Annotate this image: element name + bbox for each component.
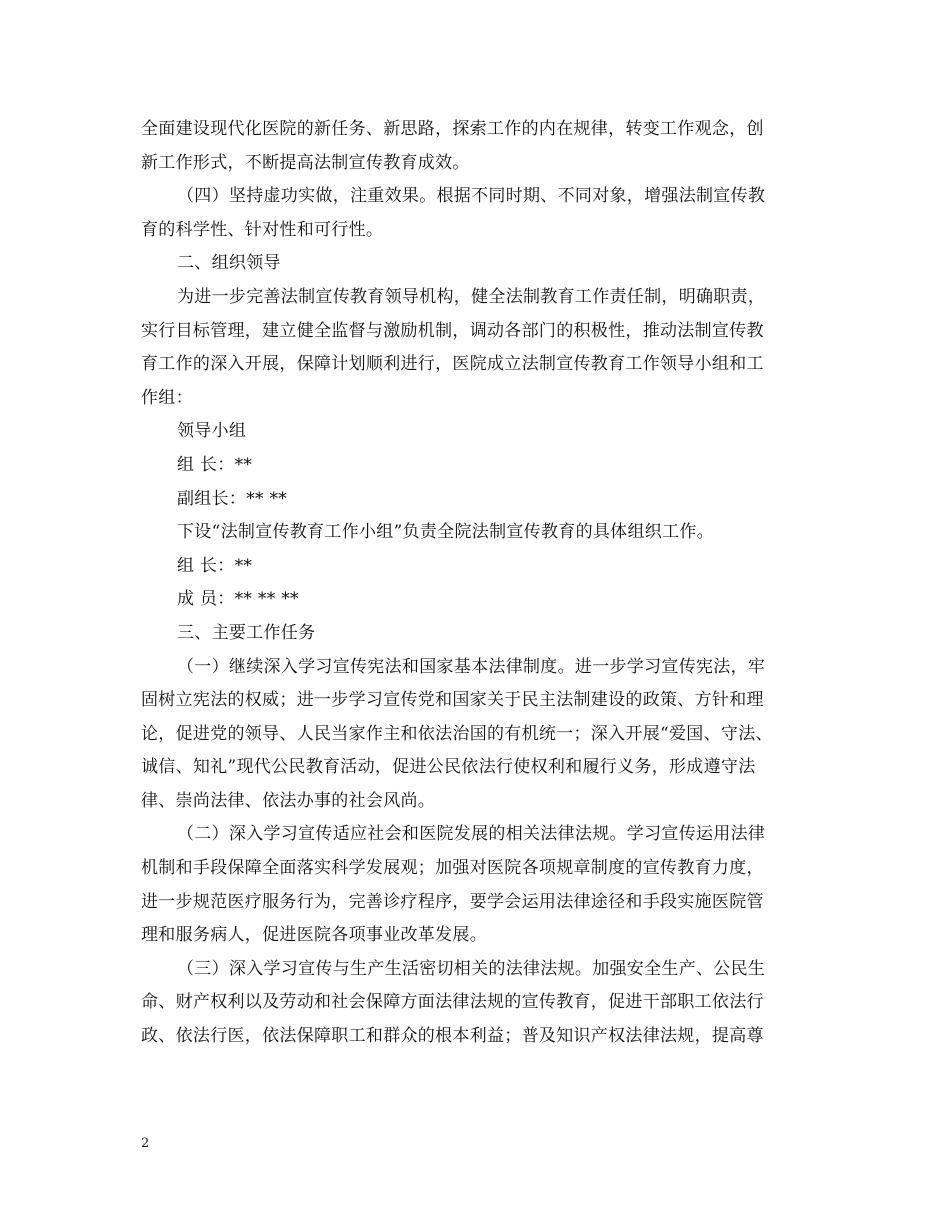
text-line: 三、主要工作任务: [177, 622, 316, 643]
document-body: [141, 113, 821, 1054]
text-line: 固树立宪法的权威；进一步学习宣传党和国家关于民主法制建设的政策、方针和理: [141, 690, 764, 711]
text-line: 机制和手段保障全面落实科学发展观；加强对医院各项规章制度的宣传教育力度，: [141, 858, 764, 879]
text-line: 组 长：**: [177, 555, 253, 576]
text-line: 组 长：**: [177, 454, 253, 475]
text-line: （三）深入学习宣传与生产生活密切相关的法律法规。加强安全生产、公民生: [177, 958, 766, 979]
text-line: 成 员：** ** **: [177, 589, 299, 610]
text-line: 命、财产权利以及劳动和社会保障方面法律法规的宣传教育，促进干部职工依法行: [141, 992, 764, 1013]
text-line: 律、崇尚法律、依法办事的社会风尚。: [141, 790, 436, 811]
text-line: 育工作的深入开展，保障计划顺利进行，医院成立法制宣传教育工作领导小组和工: [141, 354, 764, 375]
text-line: 政、依法行医，依法保障职工和群众的根本利益；普及知识产权法律法规，提高尊: [141, 1026, 764, 1047]
text-line: 二、组织领导: [177, 253, 281, 274]
text-line: 作组：: [141, 387, 193, 408]
text-line: 下设“法制宣传教育工作小组”负责全院法制宣传教育的具体组织工作。: [177, 522, 714, 543]
text-line: （一）继续深入学习宣传宪法和国家基本法律制度。进一步学习宣传宪法，牢: [177, 656, 766, 677]
text-line: 实行目标管理，建立健全监督与激励机制，调动各部门的积极性，推动法制宣传教: [141, 320, 764, 341]
text-line: 论，促进党的领导、人民当家作主和依法治国的有机统一；深入开展“爱国、守法、: [141, 723, 773, 744]
page-number: 2: [141, 1136, 150, 1151]
text-line: 诚信、知礼”现代公民教育活动，促进公民依法行使权利和履行义务，形成遵守法: [141, 757, 756, 778]
text-line: 进一步规范医疗服务行为，完善诊疗程序，要学会运用法律途径和手段实施医院管: [141, 891, 764, 912]
text-line: 领导小组: [177, 421, 247, 442]
text-line: 新工作形式，不断提高法制宣传教育成效。: [141, 152, 470, 173]
text-line: 育的科学性、针对性和可行性。: [141, 219, 384, 240]
text-line: 副组长：** **: [177, 488, 288, 509]
text-line: （二）深入学习宣传适应社会和医院发展的相关法律法规。学习宣传运用法律: [177, 824, 766, 845]
text-line: （四）坚持虚功实做，注重效果。根据不同时期、不同对象，增强法制宣传教: [177, 186, 766, 207]
text-line: 理和服务病人，促进医院各项事业改革发展。: [141, 925, 487, 946]
text-line: 为进一步完善法制宣传教育领导机构，健全法制教育工作责任制，明确职责，: [177, 286, 766, 307]
text-line: 全面建设现代化医院的新任务、新思路，探索工作的内在规律，转变工作观念，创: [141, 119, 764, 139]
